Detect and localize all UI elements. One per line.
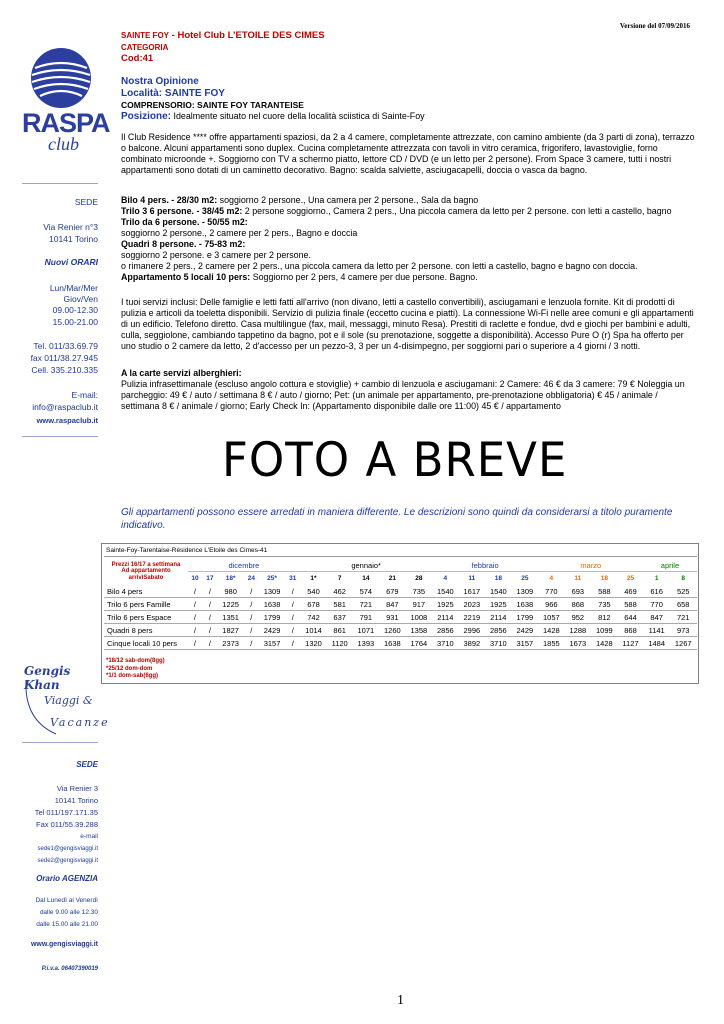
price-cell: 1358 [406, 624, 433, 637]
price-cell: / [285, 585, 300, 598]
sidebar-fax: fax 011/38.27.945 [30, 353, 98, 363]
price-cell: 812 [591, 611, 618, 624]
price-row-label: Quadri 8 pers [105, 624, 188, 637]
price-cell: 735 [591, 598, 618, 611]
agency-email2[interactable]: sede2@gengisviaggi.it [37, 858, 98, 864]
hotel-name: - Hotel Club L’ETOILE DES CIMES [169, 30, 325, 41]
price-cell: 2219 [459, 611, 486, 624]
price-cell: 1764 [406, 637, 433, 650]
month-header: febbraio [432, 559, 538, 572]
day-header: 18 [591, 572, 618, 585]
agency-fax: Fax 011/55.39.288 [36, 820, 98, 829]
price-cell: / [188, 637, 203, 650]
price-row [105, 611, 697, 624]
price-cell: 1799 [512, 611, 539, 624]
posizione-text: Idealmente situato nel cuore della località sciistica di Sainte-Foy [171, 111, 425, 121]
unit-line: Trilo da 6 persone. - 50/55 m2: [121, 217, 248, 227]
price-cell: 1099 [591, 624, 618, 637]
price-cell: 3710 [485, 637, 512, 650]
price-cell: 678 [300, 598, 327, 611]
price-cell: 1320 [300, 637, 327, 650]
price-cell: 469 [618, 585, 644, 598]
sidebar-address1: Via Renier n°3 [43, 222, 98, 232]
agency-orario2: dalle 9.00 alle 12.30 [39, 909, 98, 916]
price-row [105, 585, 697, 598]
raspa-brand: RASPA [22, 108, 110, 138]
price-note: *1/1 dom-sab(6gg) [106, 673, 159, 679]
price-cell: 847 [379, 598, 406, 611]
price-cell: 770 [643, 598, 670, 611]
sidebar-days2: Giov/Ven [63, 294, 98, 304]
price-cell: / [188, 611, 203, 624]
unit-line: soggiorno 2 persone. e 3 camere per 2 persone. [121, 250, 311, 260]
price-row-label: Trilo 6 pers Espace [105, 611, 188, 624]
price-cell: 616 [643, 585, 670, 598]
price-cell: 721 [670, 611, 697, 624]
unit-line: Bilo 4 pers. - 28/30 m2: soggiorno 2 persone., Una camera per 2 persone., Sala da bagno [121, 195, 479, 205]
price-cell: 679 [379, 585, 406, 598]
price-cell: / [244, 637, 259, 650]
day-header: 4 [432, 572, 459, 585]
day-header: 25* [259, 572, 286, 585]
day-header: 31 [285, 572, 300, 585]
sidebar-email[interactable]: info@raspaclub.it [32, 402, 98, 412]
price-cell: 2429 [259, 624, 286, 637]
day-header: 4 [538, 572, 565, 585]
price-cell: / [244, 585, 259, 598]
price-cell: 721 [353, 598, 380, 611]
comprensorio: COMPRENSORIO: SAINTE FOY TARANTEISE [121, 100, 304, 110]
price-cell: 3892 [459, 637, 486, 650]
price-cell: / [285, 637, 300, 650]
unit-line: Trilo 3 6 persone. - 38/45 m2: 2 persone soggiorno., Camera 2 pers., Una piccola camera da letto per 2 persone. con letti a castello, bagno [121, 206, 672, 216]
price-cell: 1428 [591, 637, 618, 650]
price-cell: 1120 [327, 637, 353, 650]
agency-tel: Tel 011/197.171.35 [34, 808, 98, 817]
foto-a-breve: FOTO A BREVE [222, 432, 568, 488]
price-cell: 861 [327, 624, 353, 637]
price-cell: 1008 [406, 611, 433, 624]
price-cell: / [285, 624, 300, 637]
day-header: 1 [643, 572, 670, 585]
agency-sede: SEDE [76, 760, 98, 769]
price-cell: 1925 [485, 598, 512, 611]
price-cell: 2373 [217, 637, 244, 650]
price-cell: 917 [406, 598, 433, 611]
price-cell: 1393 [353, 637, 380, 650]
price-cell: 1799 [259, 611, 286, 624]
price-note: *25/12 dom-dom [106, 665, 153, 672]
price-cell: 868 [565, 598, 592, 611]
price-grid [104, 558, 697, 650]
day-header: 10 [188, 572, 203, 585]
raspa-logo [22, 46, 110, 158]
price-cell: 693 [565, 585, 592, 598]
price-cell: 574 [353, 585, 380, 598]
sidebar-email-label: E-mail: [71, 390, 98, 400]
units-list [121, 195, 696, 283]
price-cell: / [244, 624, 259, 637]
price-row [105, 598, 697, 611]
unit-line: o rimanere 2 pers., 2 camere per 2 pers., una piccola camera da letto per 2 persone. con letti a castello, bagno e bagno con doccia. [121, 261, 638, 271]
gengis-line1: Gengis Khan [24, 664, 71, 692]
price-cell: 770 [538, 585, 565, 598]
price-cell: 1925 [432, 598, 459, 611]
agency-orario-title: Orario AGENZIA [36, 874, 98, 883]
page-number: 1 [397, 993, 404, 1008]
day-header: 25 [512, 572, 539, 585]
agency-email-label: e-mail [80, 833, 98, 840]
month-header: gennaio* [300, 559, 432, 572]
price-cell: 1127 [618, 637, 644, 650]
price-cell: 637 [327, 611, 353, 624]
price-cell: 1673 [565, 637, 592, 650]
price-cell: / [244, 611, 259, 624]
posizione-label: Posizione: [121, 111, 172, 122]
unit-line: soggiorno 2 persone., 2 camere per 2 pers., Bagno e doccia [121, 228, 358, 238]
price-note: *18/12 sab-dom(8gg) [106, 658, 165, 664]
gengis-logo [16, 660, 110, 744]
price-cell: / [285, 611, 300, 624]
price-cell: 658 [670, 598, 697, 611]
hotel-location: SAINTE FOY [121, 31, 170, 40]
price-cell: 791 [353, 611, 380, 624]
price-cell: 1540 [485, 585, 512, 598]
month-header: dicembre [188, 559, 301, 572]
price-cell: 588 [618, 598, 644, 611]
carte-text: Pulizia infrasettimanale (escluso angolo cottura e stoviglie) + cambio di lenzuola e asciugamani: 2 Camere: 46 € da 3 camere: 79 € Noleggia un parcheggio: 49 € / auto / settimana 8 € / auto / giorno; Pet: (un animale per appartamento, pre-prenotazione obbligatoria) € 45 / animale / settimana 8 € / animale / giorno; Early Check In: (Appartamento disponibile dalle ore 11:00) 45 € / appartamento [121, 379, 685, 411]
price-cell: 1225 [217, 598, 244, 611]
price-cell: 1351 [217, 611, 244, 624]
price-cell: / [285, 598, 300, 611]
price-cell: 2429 [512, 624, 539, 637]
price-row-label: Cinque locali 10 pers [105, 637, 188, 650]
agency-address2: 10141 Torino [54, 796, 98, 805]
sidebar-orari-title: Nuovi ORARI [44, 257, 98, 267]
price-cell: 1141 [643, 624, 670, 637]
price-cell: 1071 [353, 624, 380, 637]
sidebar-web[interactable]: www.raspaclub.it [36, 416, 98, 425]
price-notes [106, 658, 165, 681]
price-cell: 1638 [512, 598, 539, 611]
posizione [121, 111, 696, 122]
agency-orario3: dalle 15.00 alle 21.00 [36, 921, 98, 928]
price-cell: 3710 [432, 637, 459, 650]
price-row [105, 624, 697, 637]
version-label: Versione del 07/09/2016 [619, 22, 690, 30]
price-header-note: Prezzi 16/17 a settimana Ad appartamento arrivìSabato [105, 559, 188, 585]
price-cell: / [202, 637, 217, 650]
sidebar-sede: SEDE [74, 197, 98, 207]
price-cell: / [202, 624, 217, 637]
carte-title: A la carte servizi alberghieri: [121, 368, 242, 378]
price-cell: 735 [406, 585, 433, 598]
disclaimer: Gli appartamenti possono essere arredati in maniera differente. Le descrizioni sono quindi da considerarsi a titolo puramente indicativo. [121, 507, 673, 531]
price-cell: 2856 [485, 624, 512, 637]
price-cell: 742 [300, 611, 327, 624]
sidebar-hours1: 09.00-12.30 [52, 305, 98, 315]
day-header: 25 [618, 572, 644, 585]
price-cell: 2023 [459, 598, 486, 611]
price-cell: 2114 [485, 611, 512, 624]
price-cell: 644 [618, 611, 644, 624]
price-cell: 931 [379, 611, 406, 624]
price-cell: / [188, 598, 203, 611]
raspa-sub: club [48, 134, 79, 154]
price-cell: 1855 [538, 637, 565, 650]
price-row [105, 637, 697, 650]
agency-piva: P.i.v.a. 06407390019 [41, 966, 98, 972]
sidebar-days: Lun/Mar/Mer [49, 283, 98, 293]
price-cell: 1540 [432, 585, 459, 598]
price-cell: 1014 [300, 624, 327, 637]
price-cell: 868 [618, 624, 644, 637]
hotel-title [121, 30, 696, 41]
price-cell: / [188, 585, 203, 598]
sidebar-hours2: 15.00-21.00 [52, 317, 98, 327]
day-header: 8 [670, 572, 697, 585]
price-cell: 2114 [432, 611, 459, 624]
day-header: 21 [379, 572, 406, 585]
day-header: 28 [406, 572, 433, 585]
price-cell: 540 [300, 585, 327, 598]
price-cell: 1827 [217, 624, 244, 637]
day-header: 18 [485, 572, 512, 585]
price-cell: 1617 [459, 585, 486, 598]
price-table-caption: Sainte-Foy-Tarentaise-Résidence L'Etoile des Cimes-41 [106, 547, 268, 554]
price-cell: 973 [670, 624, 697, 637]
price-cell: 1309 [259, 585, 286, 598]
price-cell: 1428 [538, 624, 565, 637]
opinione-title: Nostra Opinione [121, 76, 199, 87]
price-cell: 1638 [259, 598, 286, 611]
month-header: aprile [643, 559, 696, 572]
servizi: I tuoi servizi inclusi: Delle famiglie e letti fatti all'arrivo (non divano, letti a castello convertibili), asciugamani e lenzuola fornite. Kit di prodotti di pulizia e articoli da toeletta disponibili. Servizio di pulizia finale (eccetto cucina e piatti). La connessione Wi-Fi nelle aree comuni e gli appartamenti di un edificio. Telefono diretto. Casa multilingue (fax, mail, messaggi, minuto Resa). Prestiti di raclette e fondue, dvd e giochi per bambini e adulti, culla, seggiolone, cambiando tappetino da bagno, pot e il sole (su prenotazione, soggette a disponibilità). Accesso Pure O (r) Spa ha offerto per uno studio o 2 camere da letto, 2 d'accesso per un pezzo-3, 3 per un 4-disimpegno, per soggiorni pari o superiore a 4 giorni / 3 notti. [121, 297, 694, 351]
price-cell: 1484 [643, 637, 670, 650]
agency-address1: Via Renier 3 [56, 784, 98, 793]
price-row-label: Trilo 6 pers Famille [105, 598, 188, 611]
price-cell: 966 [538, 598, 565, 611]
day-header: 14 [353, 572, 380, 585]
price-cell: 980 [217, 585, 244, 598]
gengis-line2: Viaggi & [44, 694, 93, 707]
price-cell: / [202, 598, 217, 611]
sidebar-address2: 10141 Torino [49, 234, 98, 244]
unit-line: Quadri 8 persone. - 75-83 m2: [121, 239, 246, 249]
price-cell: / [244, 598, 259, 611]
sidebar-tel: Tel. 011/33.69.79 [33, 341, 98, 351]
price-table [101, 543, 699, 684]
price-cell: 2996 [459, 624, 486, 637]
price-cell: 847 [643, 611, 670, 624]
day-header: 24 [244, 572, 259, 585]
price-cell: 3157 [512, 637, 539, 650]
unit-line: Appartamento 5 locali 10 pers: Soggiorno per 2 pers, 4 camere per due persone. Bagno. [121, 272, 478, 282]
day-header: 1* [300, 572, 327, 585]
price-cell: 1267 [670, 637, 697, 650]
price-cell: 1309 [512, 585, 539, 598]
price-cell: 3157 [259, 637, 286, 650]
price-cell: 462 [327, 585, 353, 598]
cod: Cod:41 [121, 53, 154, 64]
price-row-label: Bilo 4 pers [105, 585, 188, 598]
gengis-line3: Vacanze [50, 716, 110, 729]
agency-email1[interactable]: sede1@gengisviaggi.it [37, 846, 98, 852]
day-header: 7 [327, 572, 353, 585]
price-cell: 1057 [538, 611, 565, 624]
day-header: 11 [565, 572, 592, 585]
description: Il Club Residence **** offre appartamenti spaziosi, da 2 a 4 camere, completamente attrezzate, con camino ambiente (da 3 parti di zona), terrazzo o balcone. Alcuni appartamenti sono duplex. Cucina completamente attrezzata con tavoli in vitro ceramica, frigorifero, lavastoviglie, forno combinato microonde +. Soggiorno con TV a schermo piatto, lettore CD / DVD (e un letto per 2 persone). From Space 3 camere, tutti i nostri appartamenti sono dotati di un caminetto decorativo. Bagno: scalda salviette, asciugacapelli, doccia o vasca da bagno. [121, 132, 695, 175]
month-header: marzo [538, 559, 643, 572]
price-cell: / [202, 585, 217, 598]
price-cell: 1638 [379, 637, 406, 650]
price-cell: 1260 [379, 624, 406, 637]
day-header: 18* [217, 572, 244, 585]
agency-orario1: Dal Lunedì al Venerdì [35, 897, 98, 904]
day-header: 17 [202, 572, 217, 585]
categoria: CATEGORIA [121, 43, 169, 52]
day-header: 11 [459, 572, 486, 585]
price-cell: 1288 [565, 624, 592, 637]
price-cell: 581 [327, 598, 353, 611]
price-cell: / [188, 624, 203, 637]
price-cell: / [202, 611, 217, 624]
price-cell: 2856 [432, 624, 459, 637]
agency-web[interactable]: www.gengisviaggi.it [30, 941, 98, 948]
localita: Località: SAINTE FOY [121, 88, 225, 99]
price-cell: 952 [565, 611, 592, 624]
price-cell: 525 [670, 585, 697, 598]
price-cell: 588 [591, 585, 618, 598]
sidebar-cell: Cell. 335.210.335 [31, 365, 98, 375]
